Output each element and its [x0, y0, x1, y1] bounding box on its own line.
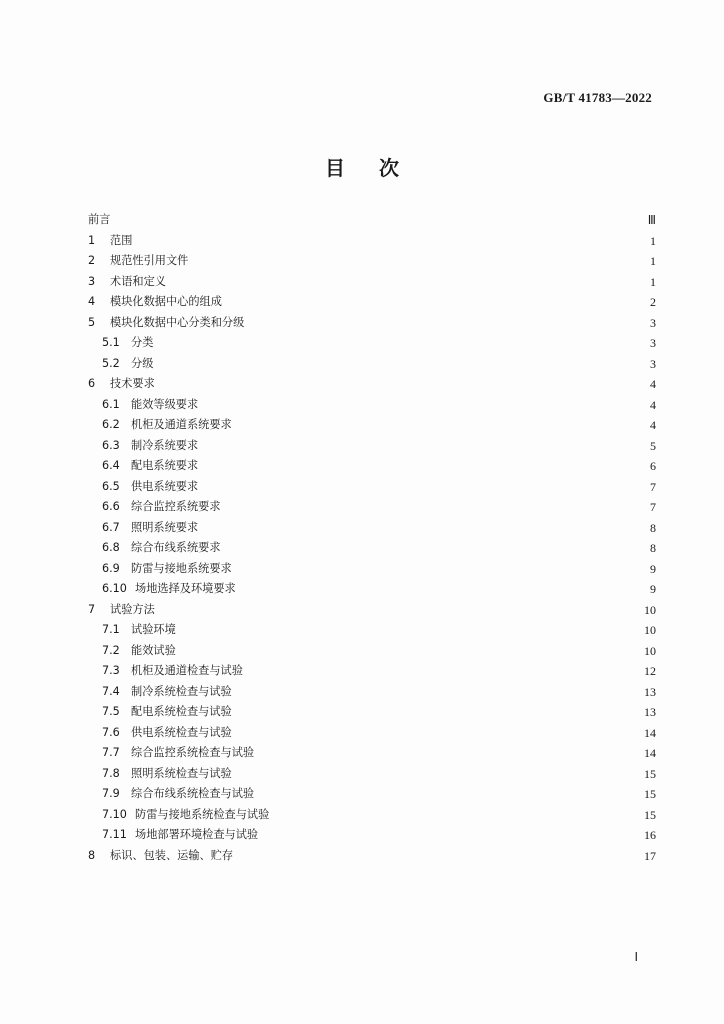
toc-entry-number: 6.9	[102, 561, 120, 575]
toc-dot-leader	[182, 620, 640, 640]
toc-entry-page: 14	[644, 746, 656, 760]
toc-entry-number: 4	[88, 295, 96, 308]
toc-dot-leader	[260, 743, 640, 763]
toc-dot-leader	[228, 292, 644, 312]
toc-entry[interactable]	[88, 518, 656, 538]
toc-entry-label: 范围	[110, 233, 133, 247]
toc-entry-label: 分级	[131, 356, 154, 370]
toc-dot-leader	[249, 661, 640, 681]
toc-dot-leader	[182, 641, 640, 661]
toc-entry-page: 15	[644, 807, 656, 822]
toc-entry-page: 8	[650, 520, 656, 535]
toc-dot-leader	[116, 210, 643, 230]
toc-dot-leader	[172, 272, 644, 292]
toc-entry-page: 16	[644, 828, 656, 842]
toc-entry-number: 6.10	[102, 582, 127, 595]
toc-entry-page: 8	[650, 541, 656, 555]
toc-entry-page: 3	[650, 315, 656, 330]
toc-dot-leader	[204, 395, 644, 415]
toc-entry-number: 7.5	[102, 705, 120, 718]
toc-entry-page: 6	[650, 459, 656, 473]
toc-entry-page: 17	[644, 848, 656, 863]
toc-entry-number: 6.7	[102, 520, 120, 534]
toc-entry[interactable]	[88, 313, 656, 333]
toc-entry[interactable]	[88, 846, 656, 866]
toc-entry[interactable]	[88, 538, 656, 558]
title-char-2: 次	[379, 156, 399, 180]
toc-entry[interactable]	[88, 641, 656, 661]
toc-dot-leader	[238, 723, 640, 743]
toc-entry-number: 1	[88, 233, 96, 247]
toc-entry-label: 综合监控系统检查与试验	[131, 746, 255, 759]
toc-entry-label: 供电系统要求	[131, 479, 199, 493]
toc-entry-label: 场地选择及环境要求	[135, 582, 236, 595]
toc-entry-number: 6.3	[102, 438, 120, 452]
standard-number: GB/T 41783—2022	[543, 90, 652, 105]
toc-dot-leader	[159, 354, 644, 374]
toc-entry-label: 试验环境	[131, 623, 176, 636]
toc-dot-leader	[260, 784, 640, 804]
page-title	[0, 152, 724, 181]
toc-entry-page: 5	[650, 438, 656, 453]
toc-entry-number: 7.4	[102, 684, 120, 698]
toc-entry-label: 术语和定义	[110, 274, 166, 288]
toc-dot-leader	[161, 600, 640, 620]
toc-entry[interactable]	[88, 210, 656, 230]
toc-entry[interactable]	[88, 723, 656, 743]
toc-dot-leader	[204, 518, 644, 538]
toc-entry-page: 3	[650, 356, 656, 371]
toc-entry[interactable]	[88, 292, 656, 312]
toc-entry-label: 综合布线系统要求	[131, 541, 221, 554]
toc-entry-number: 7.2	[102, 643, 120, 657]
toc-entry[interactable]	[88, 456, 656, 476]
toc-dot-leader	[227, 497, 644, 517]
toc-entry-number: 6.1	[102, 397, 120, 411]
toc-entry-page: 2	[650, 295, 656, 309]
toc-entry-label: 机柜及通道检查与试验	[131, 664, 243, 677]
toc-entry-number: 6.4	[102, 459, 120, 472]
toc-entry-number: 7.10	[102, 807, 127, 821]
toc-entry-number: 6.6	[102, 500, 120, 513]
toc-entry-number: 6.2	[102, 418, 120, 431]
toc-entry[interactable]	[88, 231, 656, 251]
toc-entry-page: 7	[650, 479, 656, 494]
toc-entry-page: 1	[650, 233, 656, 248]
toc-entry-number: 7.7	[102, 746, 120, 759]
toc-entry-label: 综合监控系统要求	[131, 500, 221, 513]
toc-entry-label: 配电系统要求	[131, 459, 199, 472]
toc-entry-number: 6.8	[102, 541, 120, 554]
toc-entry-label: 制冷系统检查与试验	[131, 684, 232, 698]
toc-entry-label: 试验方法	[110, 602, 155, 616]
toc-entry-number: 6.5	[102, 479, 120, 493]
toc-entry-page: 10	[644, 643, 656, 658]
toc-entry-page: 12	[644, 664, 656, 678]
toc-entry-page: 4	[650, 397, 656, 412]
toc-dot-leader	[238, 415, 644, 435]
toc-dot-leader	[159, 333, 644, 353]
toc-entry-number: 2	[88, 254, 96, 267]
toc-entry-page: 10	[644, 602, 656, 617]
toc-dot-leader	[250, 313, 644, 333]
toc-entry-label: 照明系统要求	[131, 520, 199, 534]
toc-entry-label: 能效等级要求	[131, 397, 199, 411]
toc-entry-label: 照明系统检查与试验	[131, 766, 232, 780]
toc-entry[interactable]	[88, 764, 656, 784]
toc-entry-label: 机柜及通道系统要求	[131, 418, 232, 431]
toc-entry[interactable]	[88, 805, 656, 825]
toc-entry[interactable]	[88, 682, 656, 702]
toc-entry-label: 能效试验	[131, 643, 176, 657]
toc-dot-leader	[239, 846, 640, 866]
toc-entry[interactable]	[88, 825, 656, 845]
toc-entry[interactable]	[88, 436, 656, 456]
toc-entry-page: 1	[650, 254, 656, 268]
toc-entry-number: 7.9	[102, 787, 120, 800]
toc-entry-number: 5.1	[102, 336, 120, 349]
toc-entry[interactable]	[88, 620, 656, 640]
toc-entry[interactable]	[88, 579, 656, 599]
toc-entry-label: 前言	[88, 213, 111, 226]
toc-entry[interactable]	[88, 251, 656, 271]
toc-entry-page: 14	[644, 725, 656, 740]
toc-entry-number: 5	[88, 315, 96, 329]
toc-dot-leader	[238, 764, 640, 784]
toc-entry-page: 13	[644, 705, 656, 719]
toc-dot-leader	[238, 682, 640, 702]
title-char-1: 目	[325, 156, 345, 180]
toc-entry-number: 7.1	[102, 623, 120, 636]
toc-entry-number: 7.8	[102, 766, 120, 780]
toc-entry[interactable]	[88, 272, 656, 292]
toc-entry-label: 防雷与接地系统要求	[131, 561, 232, 575]
toc-entry[interactable]	[88, 559, 656, 579]
toc-entry-number: 3	[88, 274, 96, 288]
toc-entry-label: 模块化数据中心的组成	[110, 295, 222, 308]
toc-entry-page: 4	[650, 418, 656, 432]
toc-entry[interactable]	[88, 743, 656, 763]
toc-dot-leader	[227, 538, 644, 558]
toc-dot-leader	[161, 374, 644, 394]
toc-dot-leader	[238, 559, 644, 579]
toc-entry[interactable]	[88, 333, 656, 353]
toc-entry-label: 分类	[131, 336, 154, 349]
toc-dot-leader	[238, 702, 640, 722]
toc-entry-label: 技术要求	[110, 377, 155, 390]
toc-entry-number: 7.3	[102, 664, 120, 677]
toc-entry-label: 模块化数据中心分类和分级	[110, 315, 245, 329]
toc-entry-label: 供电系统检查与试验	[131, 725, 232, 739]
toc-dot-leader	[242, 579, 644, 599]
toc-entry-number: 8	[88, 848, 96, 862]
toc-dot-leader	[204, 436, 644, 456]
toc-entry-page: 13	[644, 684, 656, 699]
toc-entry[interactable]	[88, 497, 656, 517]
toc-entry-page: Ⅲ	[647, 213, 656, 227]
toc-entry-page: 15	[644, 766, 656, 781]
toc-dot-leader	[264, 825, 640, 845]
toc-entry[interactable]	[88, 702, 656, 722]
toc-entry[interactable]	[88, 354, 656, 374]
toc-entry-label: 防雷与接地系统检查与试验	[135, 807, 270, 821]
toc-entry[interactable]	[88, 600, 656, 620]
toc-entry-page: 3	[650, 336, 656, 350]
toc-entry[interactable]	[88, 415, 656, 435]
toc-dot-leader	[204, 477, 644, 497]
toc-entry-page: 1	[650, 274, 656, 289]
toc-entry-label: 规范性引用文件	[110, 254, 189, 267]
toc-entry[interactable]	[88, 661, 656, 681]
toc-entry-page: 7	[650, 500, 656, 514]
footer-page-number: Ⅰ	[634, 950, 638, 964]
toc-dot-leader	[275, 805, 640, 825]
toc-entry-number: 7.6	[102, 725, 120, 739]
toc-dot-leader	[204, 456, 644, 476]
toc-entry-number: 7.11	[102, 828, 127, 841]
toc-entry[interactable]	[88, 477, 656, 497]
toc-entry-label: 综合布线系统检查与试验	[131, 787, 255, 800]
toc-entry-label: 配电系统检查与试验	[131, 705, 232, 718]
toc-entry-number: 5.2	[102, 356, 120, 370]
toc-dot-leader	[138, 231, 644, 251]
toc-entry-label: 制冷系统要求	[131, 438, 199, 452]
toc-entry[interactable]	[88, 784, 656, 804]
toc-entry-label: 场地部署环境检查与试验	[135, 828, 259, 841]
toc-entry-number: 7	[88, 602, 96, 616]
toc-entry-page: 4	[650, 377, 656, 391]
toc-entry-page: 9	[650, 561, 656, 576]
toc-entry-page: 9	[650, 582, 656, 596]
toc-entry[interactable]	[88, 395, 656, 415]
toc-entry-label: 标识、包装、运输、贮存	[110, 848, 234, 862]
toc-entry-page: 15	[644, 787, 656, 801]
toc-entry[interactable]	[88, 374, 656, 394]
toc-entry-number: 6	[88, 377, 96, 390]
toc-dot-leader	[194, 251, 644, 271]
toc-entry-page: 10	[644, 623, 656, 637]
